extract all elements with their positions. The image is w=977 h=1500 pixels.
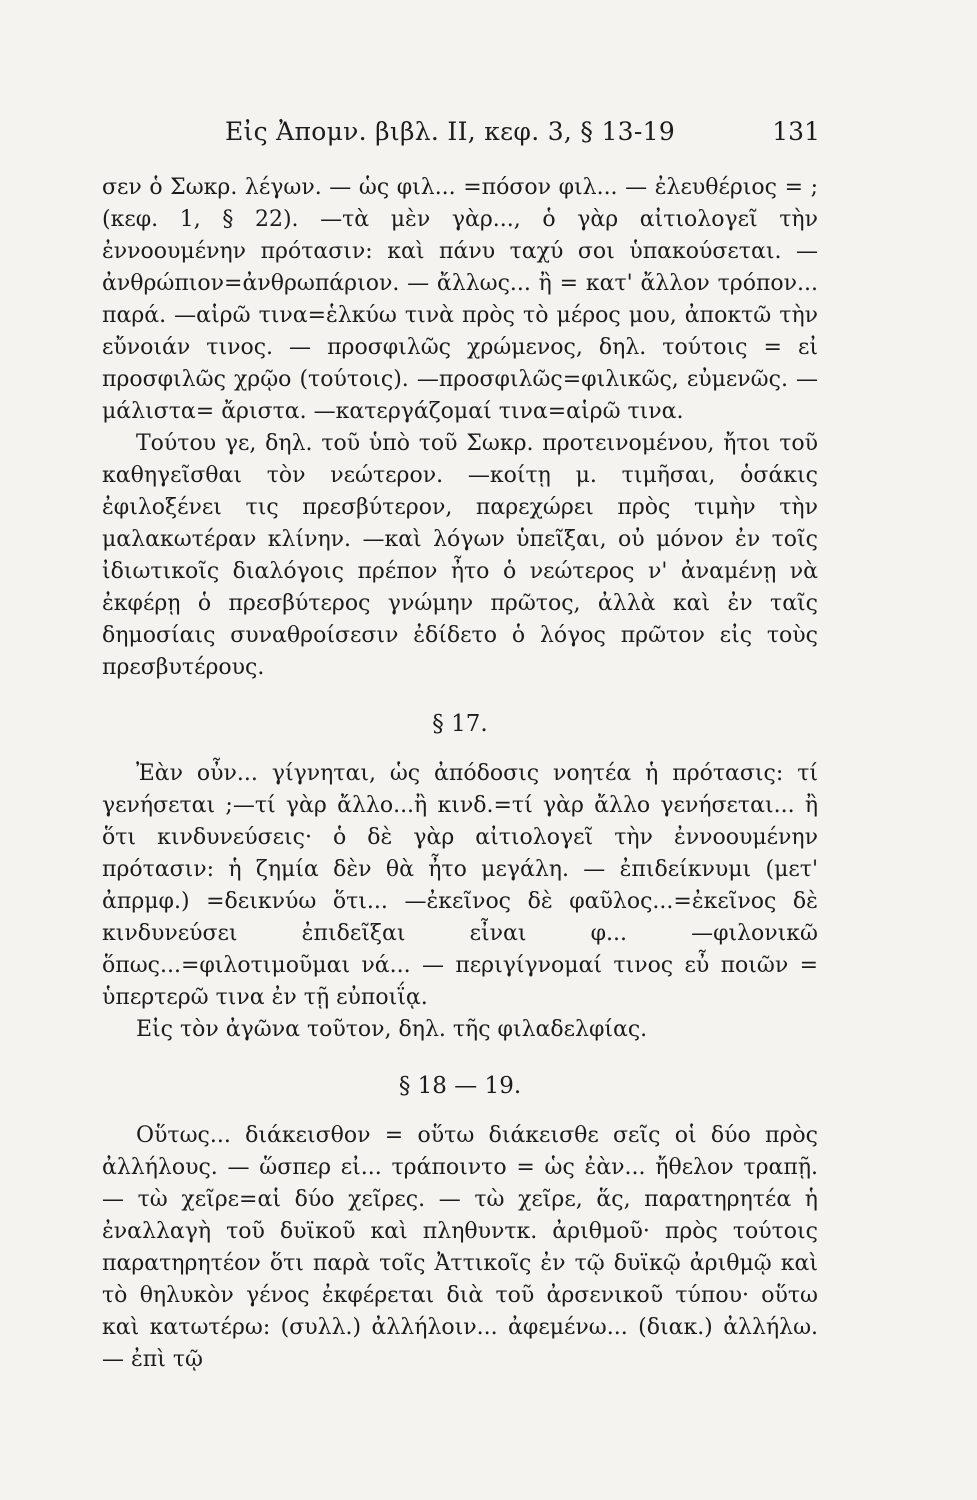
paragraph-eis-ton-agona: Εἰς τὸν ἀγῶνα τοῦτον, δηλ. τῆς φιλαδελφίας. (136, 1017, 648, 1042)
page-number: 131 (772, 117, 820, 146)
paragraph-ean-oun: Ἐὰν οὖν... γίγνηται, ὡς ἀπόδοσις νοητέα ἡ πρότασις: τί γενήσεται ;—τί γὰρ ἄλλο...ἢ κινδ.=τί γὰρ ἄλλο γενήσεται... ἢ ὅτι κινδυνεύσεις· ὁ δὲ γὰρ αἰτιολογεῖ τὴν ἐννοουμένην πρότασιν: ἡ ζημία δὲν θὰ ἦτο μεγάλη. — ἐπιδείκνυμι (μετ' ἀπρμφ.) =δεικνύω ὅτι... —ἐκεῖνος δὲ φαῦλος...=ἐκεῖνος δὲ κινδυνεύσει ἐπιδεῖξαι εἶναι φ... —φιλονικῶ ὅπως...=φιλοτιμοῦμαι νά... — περιγίγνομαί τινος εὖ ποιῶν = ὑπερτερῶ τινα ἐν τῇ εὐποιΐᾳ. (102, 761, 818, 1010)
running-title: Εἰς Ἀπομν. βιβλ. ΙΙ, κεφ. 3, § 13-19 (224, 117, 676, 146)
paragraph-continuation: σεν ὁ Σωκρ. λέγων. — ὡς φιλ... =πόσον φιλ... — ἐλευθέριος = ; (κεφ. 1, § 22). —τὰ μὲν γὰρ..., ὁ γὰρ αἰτιολογεῖ τὴν ἐννοουμένην πρότασιν: καὶ πάνυ ταχύ σοι ὑπακούσεται. — ἀνθρώπιον=ἀνθρωπάριον. — ἄλλως... ἢ = κατ' ἄλλον τρόπον... παρά. —αἱρῶ τινα=ἑλκύω τινὰ πρὸς τὸ μέρος μου, ἀποκτῶ τὴν εὔνοιάν τινος. — προσφιλῶς χρώμενος, δηλ. τούτοις = εἰ προσφιλῶς χρῷο (τούτοις). —προσφιλῶς=φιλικῶς, εὐμενῶς. — μάλιστα= ἄριστα. —κατεργάζομαί τινα=αἱρῶ τινα. (102, 175, 818, 424)
section-heading-18-19: § 18 — 19. (398, 1073, 522, 1099)
paragraph-houtos: Οὕτως... διάκεισθον = οὕτω διάκεισθε σεῖς οἱ δύο πρὸς ἀλλήλους. — ὥσπερ εἰ... τράποιντο = ὡς ἐὰν... ἤθελον τραπῇ. — τὼ χεῖρε=αἱ δύο χεῖρες. — τὼ χεῖρε, ἅς, παρατηρητέα ἡ ἐναλλαγὴ τοῦ δυϊκοῦ καὶ πληθυντκ. ἀριθμοῦ· πρὸς τούτοις παρατηρητέον ὅτι παρὰ τοῖς Ἀττικοῖς ἐν τῷ δυϊκῷ ἀριθμῷ καὶ τὸ θηλυκὸν γένος ἐκφέρεται διὰ τοῦ ἀρσενικοῦ τύπου· οὕτω καὶ κατωτέρω: (συλλ.) ἀλλήλοιν... ἀφεμένω... (διακ.) ἀλλήλω. — ἐπὶ τῷ (102, 1123, 818, 1372)
paragraph-toutou-ge: Τούτου γε, δηλ. τοῦ ὑπὸ τοῦ Σωκρ. προτεινομένου, ἤτοι τοῦ καθηγεῖσθαι τὸν νεώτερον. —κοίτῃ μ. τιμῆσαι, ὁσάκις ἐφιλοξένει τις πρεσβύτερον, παρεχώρει πρὸς τιμὴν τὴν μαλακωτέραν κλίνην. —καὶ λόγων ὑπεῖξαι, οὐ μόνον ἐν τοῖς ἰδιωτικοῖς διαλόγοις πρέπον ἦτο ὁ νεώτερος ν' ἀναμένῃ νὰ ἐκφέρῃ ὁ πρεσβύτερος γνώμην πρῶτος, ἀλλὰ καὶ ἐν ταῖς δημοσίαις συναθροίσεσιν ἐδίδετο ὁ λόγος πρῶτον εἰς τοὺς πρεσβυτέρους. (102, 431, 818, 680)
section-heading-17: § 17. (432, 711, 488, 737)
page-body (102, 172, 818, 1376)
page-header (0, 112, 977, 152)
